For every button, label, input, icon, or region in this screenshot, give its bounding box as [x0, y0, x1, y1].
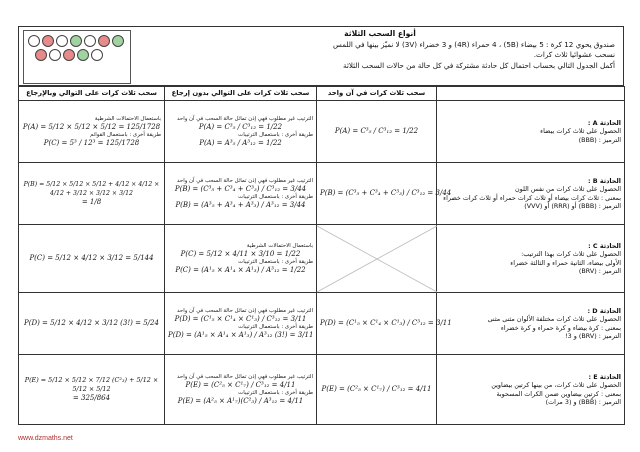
ball-icon [49, 49, 61, 61]
col-header-replacement: سحب ثلاث كرات على التوالي وبالإرجاع [19, 87, 165, 101]
table-row [19, 293, 625, 355]
cell-replacement [19, 293, 165, 355]
cell-simultaneous [317, 293, 452, 355]
event-desc: بمعنى : كرة بيضاء و كرة حمراء و كرة خضراء [500, 323, 621, 332]
formula: P(D) = (A¹₅ × A¹₄ × A¹₃) / A³₁₂ (3!) = 3/11 [168, 330, 314, 339]
balls-illustration [23, 30, 131, 84]
event-desc: الحصول على ثلاث كرات مختلفة الألوان مثنى مثنى [487, 315, 621, 324]
note: باستعمال الاحتمالات الشرطية [94, 115, 161, 122]
formula: P(B) = (C³₅ + C³₄ + C³₃) / C³₁₂ = 3/44 [320, 189, 452, 197]
event-code: الترميز : (BRV) و 3! [565, 331, 621, 340]
ball-icon [56, 35, 68, 47]
ball-icon [63, 49, 75, 61]
formula: P(E) = (A²₅ × A¹₇)(C²₃) / A³₁₂ = 4/11 [177, 396, 304, 405]
ball-icon [84, 35, 96, 47]
cell-no-replacement [165, 101, 317, 163]
cell-simultaneous [317, 355, 437, 425]
footer-site-link[interactable]: www.dzmaths.net [18, 435, 73, 442]
col-header-event [437, 87, 625, 101]
formula: = 1/8 [81, 198, 102, 206]
note: طريقة أخرى : باستعمال الترتيبات [238, 389, 313, 396]
formula: P(A) = C³₅ / C³₁₂ = 1/22 [198, 122, 283, 131]
col-header-simultaneous: سحب ثلاث كرات في آن واحد [317, 87, 437, 101]
formula: P(D) = (C¹₅ × C¹₄ × C¹₃) / C³₁₂ = 3/11 [174, 314, 307, 323]
ball-icon [112, 35, 124, 47]
header-line1: صندوق يحوي 12 كرة : 5 بيضاء (5B) ، 4 حمراء (4R) و 3 خضراء (3V) لا نميّز بينها في اللمس [333, 39, 615, 49]
formula: P(D) = (C¹₅ × C¹₄ × C¹₃) / C³₁₂ = 3/11 [320, 319, 452, 327]
cell-replacement [19, 163, 165, 225]
cell-simultaneous [317, 163, 452, 225]
formula: P(A) = C³₅ / C³₁₂ = 1/22 [334, 127, 419, 135]
cross-out-icon [317, 226, 437, 292]
formula: P(C) = 5/12 × 4/12 × 3/12 = 5/144 [29, 254, 154, 262]
event-desc: الحصول على ثلاث كرات بيضاء [540, 127, 621, 136]
formula: P(A) = 5/12 × 5/12 × 5/12 = 125/1728 [22, 122, 161, 131]
cell-replacement [19, 101, 165, 163]
ball-icon [77, 49, 89, 61]
ball-icon [42, 35, 54, 47]
table-header-row [19, 87, 625, 101]
formula: P(B) = (A³₅ + A³₄ + A³₃) / A³₁₂ = 3/44 [175, 200, 306, 209]
cell-simultaneous-empty [317, 225, 437, 293]
cell-no-replacement [165, 225, 317, 293]
event-title: الحادثة C : [588, 242, 621, 251]
cell-no-replacement [165, 163, 317, 225]
cell-no-replacement [165, 293, 317, 355]
event-code: الترميز : (BRV) [578, 266, 621, 275]
header-box [18, 26, 624, 86]
col-header-no-replacement: سحب ثلاث كرات على التوالي بدون إرجاع [165, 87, 317, 101]
event-title: الحادثة D : [587, 307, 621, 316]
formula: = 325/864 [72, 394, 111, 402]
cell-event [437, 355, 625, 425]
event-desc: الأولى بيضاء، الثانية حمراء و الثالثة خضراء [510, 258, 621, 267]
event-desc: بمعنى : كرتين بيضاوين ضمن الكرات المسحوبة [496, 389, 621, 398]
cell-simultaneous [317, 101, 437, 163]
formula: P(C) = 5/12 × 4/11 × 3/10 = 1/22 [180, 249, 301, 258]
formula: P(D) = 5/12 × 4/12 × 3/12 (3!) = 5/24 [24, 319, 159, 327]
ball-icon [35, 49, 47, 61]
header-line3: أكمل الجدول التالي بحساب احتمال كل حادثة مشتركة في كل حالة من حالات السحب الثلاثة [342, 60, 615, 70]
formula: P(B) = 5/12 × 5/12 × 5/12 + 4/12 × 4/12 × 4/12 + 3/12 × 3/12 × 3/12 [23, 181, 160, 197]
formula: P(B) = (C³₅ + C³₄ + C³₃) / C³₁₂ = 3/44 [174, 184, 307, 193]
ball-icon [28, 35, 40, 47]
cell-event [437, 101, 625, 163]
event-title: الحادثة E : [588, 373, 621, 382]
cell-event [437, 225, 625, 293]
table-row [19, 101, 625, 163]
ball-icon [91, 49, 103, 61]
cell-no-replacement [165, 355, 317, 425]
cell-event [437, 293, 625, 355]
ball-icon [98, 35, 110, 47]
formula: P(E) = (C²₅ × C¹₇) / C³₁₂ = 4/11 [185, 380, 296, 389]
probability-table [18, 86, 625, 425]
table-row [19, 225, 625, 293]
event-desc: الحصول على ثلاث كرات، من بينها كرتين بيضاوين [491, 381, 621, 390]
event-desc: بمعنى : ثلاث كرات بيضاء أو ثلاث كرات حمراء أو ثلاث كرات خضراء [443, 193, 621, 202]
header-text [145, 29, 615, 71]
formula: P(E) = (C²₅ × C¹₇) / C³₁₂ = 4/11 [321, 385, 432, 393]
formula: P(E) = 5/12 × 5/12 × 7/12 (C²₃) + 5/12 × 5/12 × 5/12 [24, 376, 159, 393]
event-code: الترميز : (BBB) أو (RRR) أو (VVV) [524, 201, 621, 210]
header-line2: نسحب عشوائيا ثلاث كرات. [533, 50, 615, 59]
cell-event [437, 163, 625, 225]
cell-replacement [19, 225, 165, 293]
event-desc: الحصول على ثلاث كرات بهذا الترتيب: [521, 250, 621, 259]
event-code: الترميز : (BBB) [578, 135, 621, 144]
event-title: الحادثة A : [587, 119, 621, 128]
note: باستعمال الاحتمالات الشرطية [246, 242, 313, 249]
note: طريقة أخرى : باستعمال الترتيبات [238, 258, 313, 265]
table-row [19, 163, 625, 225]
note: طريقة أخرى : باستعمال الترتيبات [238, 323, 313, 330]
page-title: أنواع السحب الثلاثة [344, 29, 416, 38]
note: طريقة أخرى : باستعمال القوائم [90, 131, 161, 138]
table-row [19, 355, 625, 425]
formula: P(A) = A³₅ / A³₁₂ = 1/22 [199, 138, 282, 147]
note: طريقة أخرى : باستعمال الترتيبات [238, 131, 313, 138]
note: الترتيب غير مطلوب فهي إذن تماثل حالة السحب في آن واحد [177, 115, 313, 122]
formula: P(C) = 5³ / 12³ = 125/1728 [43, 138, 140, 147]
formula: P(C) = (A¹₅ × A¹₄ × A¹₃) / A³₁₂ = 1/22 [175, 265, 306, 274]
event-desc: الحصول على ثلاث كرات من نفس اللون [514, 185, 621, 194]
ball-icon [70, 35, 82, 47]
cell-replacement [19, 355, 165, 425]
note: طريقة أخرى : باستعمال الترتيبات [238, 193, 313, 200]
note: الترتيب غير مطلوب فهي إذن تماثل حالة السحب في آن واحد [177, 307, 313, 314]
note: الترتيب غير مطلوب فهي إذن تماثل حالة السحب في آن واحد [177, 177, 313, 184]
note: الترتيب غير مطلوب فهي إذن تماثل حالة السحب في آن واحد [177, 373, 313, 380]
event-title: الحادثة B : [587, 177, 621, 186]
event-code: الترميز : (BBB̄) و (3 مرات) [545, 397, 621, 406]
